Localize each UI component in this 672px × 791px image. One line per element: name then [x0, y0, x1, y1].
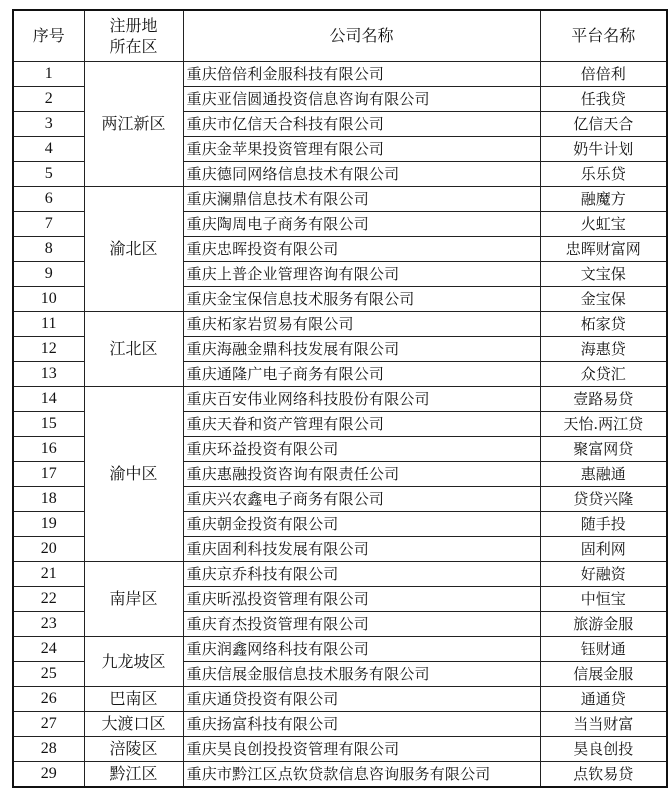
table-row: [13, 712, 667, 737]
company-name-cell: 重庆扬富科技有限公司: [183, 712, 540, 737]
platform-name-cell: 旅游金服: [540, 612, 667, 637]
table-row: [13, 387, 667, 412]
company-name-cell: 重庆环益投资有限公司: [183, 437, 540, 462]
company-name-cell: 重庆固利科技发展有限公司: [183, 537, 540, 562]
company-name-cell: 重庆金宝保信息技术服务有限公司: [183, 287, 540, 312]
row-index: 18: [13, 487, 84, 512]
row-index: 1: [13, 62, 84, 87]
platform-name-cell: 当当财富: [540, 712, 667, 737]
company-name-cell: 重庆信展金服信息技术服务有限公司: [183, 662, 540, 687]
table-header: [13, 10, 667, 62]
platform-name-cell: 融魔方: [540, 187, 667, 212]
platform-name-cell: 乐乐贷: [540, 162, 667, 187]
header-platform: 平台名称: [540, 10, 667, 62]
platform-name-cell: 固利网: [540, 537, 667, 562]
table-row: [13, 737, 667, 762]
platform-table: [12, 9, 668, 788]
row-index: 12: [13, 337, 84, 362]
company-name-cell: 重庆育杰投资管理有限公司: [183, 612, 540, 637]
platform-name-cell: 任我贷: [540, 87, 667, 112]
header-company: 公司名称: [183, 10, 540, 62]
header-district: [84, 10, 183, 62]
district-cell: 巴南区: [84, 687, 183, 712]
company-name-cell: 重庆陶周电子商务有限公司: [183, 212, 540, 237]
table-row: [13, 562, 667, 587]
company-name-cell: 重庆朝金投资有限公司: [183, 512, 540, 537]
platform-name-cell: 火虹宝: [540, 212, 667, 237]
company-name-cell: 重庆金苹果投资管理有限公司: [183, 137, 540, 162]
company-name-cell: 重庆兴农鑫电子商务有限公司: [183, 487, 540, 512]
row-index: 21: [13, 562, 84, 587]
row-index: 9: [13, 262, 84, 287]
row-index: 26: [13, 687, 84, 712]
row-index: 4: [13, 137, 84, 162]
company-name-cell: 重庆市亿信天合科技有限公司: [183, 112, 540, 137]
row-index: 19: [13, 512, 84, 537]
row-index: 23: [13, 612, 84, 637]
district-cell: 涪陵区: [84, 737, 183, 762]
platform-name-cell: 惠融通: [540, 462, 667, 487]
row-index: 13: [13, 362, 84, 387]
district-cell: 江北区: [84, 312, 183, 387]
company-name-cell: 重庆惠融投资咨询有限责任公司: [183, 462, 540, 487]
table-row: [13, 62, 667, 87]
platform-name-cell: 随手投: [540, 512, 667, 537]
row-index: 11: [13, 312, 84, 337]
platform-name-cell: 金宝保: [540, 287, 667, 312]
row-index: 14: [13, 387, 84, 412]
district-cell: 渝北区: [84, 187, 183, 312]
district-cell: 大渡口区: [84, 712, 183, 737]
row-index: 29: [13, 762, 84, 788]
company-name-cell: 重庆澜鼎信息技术有限公司: [183, 187, 540, 212]
row-index: 7: [13, 212, 84, 237]
platform-name-cell: 贷贷兴隆: [540, 487, 667, 512]
platform-name-cell: 壹路易贷: [540, 387, 667, 412]
platform-name-cell: 柘家贷: [540, 312, 667, 337]
table-row: [13, 637, 667, 662]
row-index: 16: [13, 437, 84, 462]
company-name-cell: 重庆润鑫网络科技有限公司: [183, 637, 540, 662]
row-index: 15: [13, 412, 84, 437]
company-name-cell: 重庆百安伟业网络科技股份有限公司: [183, 387, 540, 412]
company-name-cell: 重庆昕泓投资管理有限公司: [183, 587, 540, 612]
district-cell: 南岸区: [84, 562, 183, 637]
row-index: 24: [13, 637, 84, 662]
header-index: 序号: [13, 10, 84, 62]
company-name-cell: 重庆忠晖投资有限公司: [183, 237, 540, 262]
platform-name-cell: 海惠贷: [540, 337, 667, 362]
company-name-cell: 重庆通贷投资有限公司: [183, 687, 540, 712]
platform-name-cell: 好融资: [540, 562, 667, 587]
row-index: 5: [13, 162, 84, 187]
platform-name-cell: 信展金服: [540, 662, 667, 687]
platform-name-cell: 中恒宝: [540, 587, 667, 612]
district-cell: 九龙坡区: [84, 637, 183, 687]
company-name-cell: 重庆通隆广电子商务有限公司: [183, 362, 540, 387]
platform-name-cell: 钰财通: [540, 637, 667, 662]
company-name-cell: 重庆京乔科技有限公司: [183, 562, 540, 587]
company-name-cell: 重庆上普企业管理咨询有限公司: [183, 262, 540, 287]
row-index: 28: [13, 737, 84, 762]
row-index: 3: [13, 112, 84, 137]
platform-name-cell: 忠晖财富网: [540, 237, 667, 262]
company-name-cell: 重庆市黔江区点钦贷款信息咨询服务有限公司: [183, 762, 540, 788]
header-district-line1: 注册地: [109, 16, 158, 35]
company-name-cell: 重庆亚信圆通投资信息咨询有限公司: [183, 87, 540, 112]
platform-name-cell: 聚富网贷: [540, 437, 667, 462]
row-index: 10: [13, 287, 84, 312]
company-name-cell: 重庆海融金鼎科技发展有限公司: [183, 337, 540, 362]
row-index: 17: [13, 462, 84, 487]
district-cell: 渝中区: [84, 387, 183, 562]
company-name-cell: 重庆倍倍利金服科技有限公司: [183, 62, 540, 87]
platform-name-cell: 倍倍利: [540, 62, 667, 87]
platform-name-cell: 众贷汇: [540, 362, 667, 387]
row-index: 25: [13, 662, 84, 687]
row-index: 27: [13, 712, 84, 737]
row-index: 6: [13, 187, 84, 212]
table-row: [13, 312, 667, 337]
table-row: [13, 687, 667, 712]
company-name-cell: 重庆昊良创投投资管理有限公司: [183, 737, 540, 762]
table-body: [13, 62, 667, 788]
header-district-line2: 所在区: [109, 37, 158, 56]
table-row: [13, 187, 667, 212]
document-sheet: [12, 9, 666, 788]
header-row: [13, 10, 667, 62]
row-index: 20: [13, 537, 84, 562]
company-name-cell: 重庆德同网络信息技术有限公司: [183, 162, 540, 187]
row-index: 2: [13, 87, 84, 112]
district-cell: 两江新区: [84, 62, 183, 187]
platform-name-cell: 亿信天合: [540, 112, 667, 137]
platform-name-cell: 点钦易贷: [540, 762, 667, 788]
company-name-cell: 重庆天眷和资产管理有限公司: [183, 412, 540, 437]
platform-name-cell: 文宝保: [540, 262, 667, 287]
platform-name-cell: 奶牛计划: [540, 137, 667, 162]
row-index: 22: [13, 587, 84, 612]
district-cell: 黔江区: [84, 762, 183, 788]
row-index: 8: [13, 237, 84, 262]
platform-name-cell: 昊良创投: [540, 737, 667, 762]
platform-name-cell: 天怡.两江贷: [540, 412, 667, 437]
platform-name-cell: 通通贷: [540, 687, 667, 712]
company-name-cell: 重庆柘家岩贸易有限公司: [183, 312, 540, 337]
table-row: [13, 762, 667, 788]
